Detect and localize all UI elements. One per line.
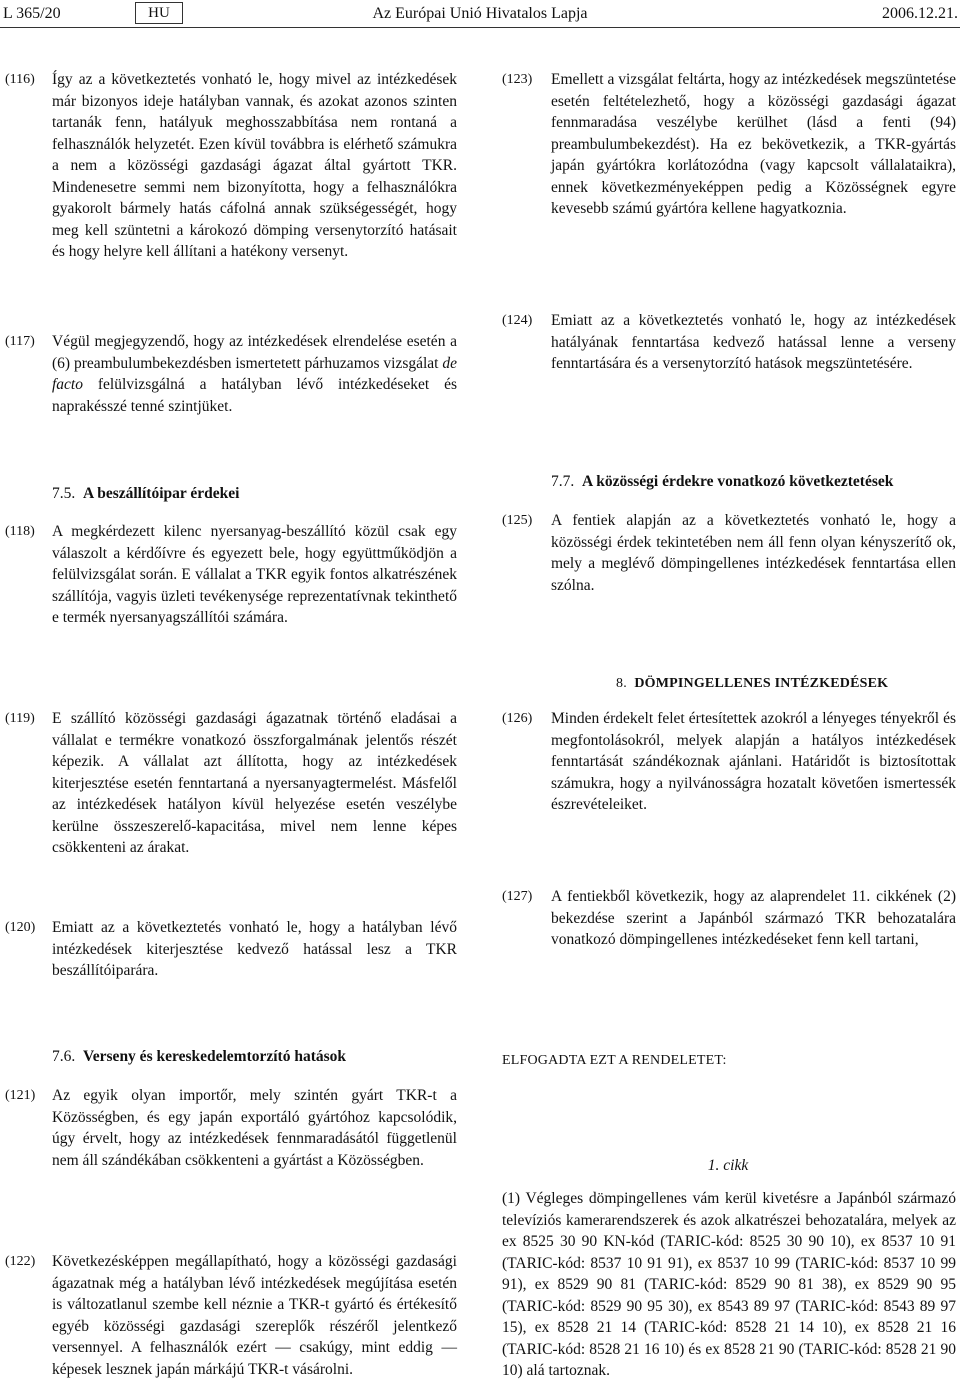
paragraph-text: Következésképpen megállapítható, hogy a közösségi gazdasági ágazatnak még a hatályban lévő intézkedések megújítása esetén is változatlanul szembe kell néznie a TKR-t gyártó és értékesítő egyéb közösségi gazdasági szereplők részéről jelentkező versennyel. A felhasználók ezért — csakúgy, mint eddig — képesek lesznek japán márkájú TKR-t vásárolni. [52,1253,457,1378]
paragraph-text: Végül megjegyzendő, hogy az intézkedések elrendelése esetén a (6) preambulumbekezdésben ismertetett párhuzamos vizsgálat de facto felülvizsgálná a hatályban lévő intézkedéseket és naprakésszé tenné szintjüket. [52,333,458,415]
adoption-statement: ELFOGADTA EZT A RENDELETET: [502,1053,727,1068]
right-column [500,0,960,1393]
paragraph-text: Emiatt az a következtetés vonható le, hogy a hatályban lévő intézkedések kiterjesztése kedvező hatással lesz a TKR beszállítóiparára. [52,919,457,979]
paragraph-number: (116) [5,72,35,87]
paragraph-number: (119) [5,711,35,726]
paragraph-number: (121) [5,1088,36,1103]
section-number: 7.5. [52,485,76,502]
paragraph-text: Minden érdekelt felet értesítettek azokról a lényeges tényekről és megfontolásokról, melyek alapján a hatályos intézkedések fenntartását szándékoznak ajánlani. Határidőt is biztosítottak számukra, hogy a nyilvánosságra hozatalt követően ismertessék észrevételeiket. [551,710,956,813]
paragraph-number: (124) [502,313,533,328]
section-heading-7-6 [52,1046,346,1068]
italic-term: de facto [52,354,458,393]
paragraph-number: (125) [502,513,533,528]
paragraph-text: A megkérdezett kilenc nyersanyag-beszállító közül csak egy válaszolt a kérdőívre és egyezett bele, hogy együttműködjön a felülvizsgálat során. E vállalat a TKR egyik fontos alkatrészének szállítója, vagyis üzleti tevékenysége reprezentatívnak tekinthető e termék nyersanyagszállítói számára. [52,523,457,626]
paragraph-number: (117) [5,334,35,349]
paragraph-number: (127) [502,889,533,904]
paragraph-number: (120) [5,920,36,935]
paragraph-text: Emellett a vizsgálat feltárta, hogy az intézkedések megszüntetése esetén feltételezhető, hogy a közösségi gazdasági ágazat fennmaradása veszélybe kerülhet (lásd a fenti (94) preambulumbekezdést). Ha ez bekövetkezik, a TKR-gyártás japán gyártókra korlátozódna (vagy kapcsolt vállalataikra), ennek következményeképpen pedig a Közösségnek egyre kevesebb számú gyártóra kellene hagyatkoznia. [551,71,956,217]
page-reference: L 365/20 [3,5,61,22]
paragraph-text: A fentiek alapján az a következtetés vonható le, hogy a közösségi érdek tekintetében nem áll fenn olyan kényszerítő ok, mely a meglévő dömpingellenes intézkedések fenntartása ellen szólna. [551,512,956,594]
left-column [0,0,470,1393]
journal-title: Az Európai Unió Hivatalos Lapja [372,5,588,22]
section-title: Verseny és kereskedelemtorzító hatások [83,1048,347,1065]
section-title: DÖMPINGELLENES INTÉZKEDÉSEK [634,676,889,691]
section-number: 8. [616,676,627,691]
article-heading: 1. cikk [707,1157,749,1174]
section-heading-7-5 [52,483,239,505]
paragraph-number: (126) [502,711,533,726]
paragraph-text: E szállító közösségi gazdasági ágazatnak történő eladásai a vállalat e termékre vonatkozó összforgalmának jelentős részét képezik. A vállalat azt állította, hogy az intézkedések kiterjesztése esetén fenntartaná a nyersanyagtermelést. Másfelől az intézkedések hatályon kívül helyezése esetén veszélybe kerülne összeszerelő-kapacitása, mivel nem lenne képes csökkenteni az árakat. [52,710,457,856]
paragraph-text: Így az a következtetés vonható le, hogy mivel az intézkedések már bizonyos ideje hatályban vannak, és azokat azonos szinten tartanák fenn, hatályuk meghosszabbítása nem rontaná a felhasználók helyzetét. Ezen kívül továbbra is elérhető számukra a nem a közösségi gazdasági ágazat által gyártott TKR. Mindenesetre semmi nem bizonyította, hogy a felhasználókra gyakorolt bármely hatás cáfolná annak szükségességét, hogy meg kell szüntetni a károkozó dömping versenytorzító hatásait és hogy helyre kell állítani a hatékony versenyt. [52,71,457,260]
paragraph-number: (122) [5,1254,36,1269]
article-1-paragraph-1: (1) Végleges dömpingellenes vám kerül kivetésre a Japánból származó televíziós kamerarendszerek és azok alkatrészei behozatalára, melyek az ex 8525 30 90 KN-kód (TARIC-kód: 8525 30 90 10), ex 8537 10 91 (TARIC-kód: 8537 10 91 91), ex 8537 10 99 (TARIC-kód: 8537 10 99 91), ex 8529 90 81 (TARIC-kód: 8529 90 81 38), ex 8529 90 95 (TARIC-kód: 8529 90 95 30), ex 8543 89 97 (TARIC-kód: 8543 89 97 15), ex 8528 21 14 (TARIC-kód: 8528 21 14 10), ex 8528 21 16 (TARIC-kód: 8528 21 16 10) és ex 8528 21 90 (TARIC-kód: 8528 21 90 10) alá tartoznak. [502,1190,956,1379]
section-title: A beszállítóipar érdekei [83,485,240,502]
paragraph-number: (118) [5,524,35,539]
publication-date: 2006.12.21. [882,5,958,22]
language-badge: HU [135,2,183,24]
paragraph-text: A fentiekből következik, hogy az alaprendelet 11. cikkének (2) bekezdése szerint a Japánból származó TKR behozatalára vonatkozó dömpingellenes intézkedéseket fenn kell tartani, [551,888,956,948]
section-heading-8 [616,673,888,695]
section-title: A közösségi érdekre vonatkozó következtetések [582,473,894,490]
paragraph-text: Az egyik olyan importőr, mely szintén gyárt TKR-t a Közösségben, és egy japán exportáló gyártóhoz kapcsolódik, úgy érvelt, hogy az intézkedések fennmaradásától függetlenül nem áll szándékában csökkenteni a gyártást a Közösségben. [52,1087,457,1169]
section-heading-7-7 [551,471,893,493]
section-number: 7.6. [52,1048,76,1065]
paragraph-text: Emiatt az a következtetés vonható le, hogy az intézkedések hatályának fenntartása kedvező hatással lenne a verseny fenntartására és a versenytorzító hatások megszüntetésére. [551,312,956,372]
section-number: 7.7. [551,473,575,490]
paragraph-number: (123) [502,72,533,87]
